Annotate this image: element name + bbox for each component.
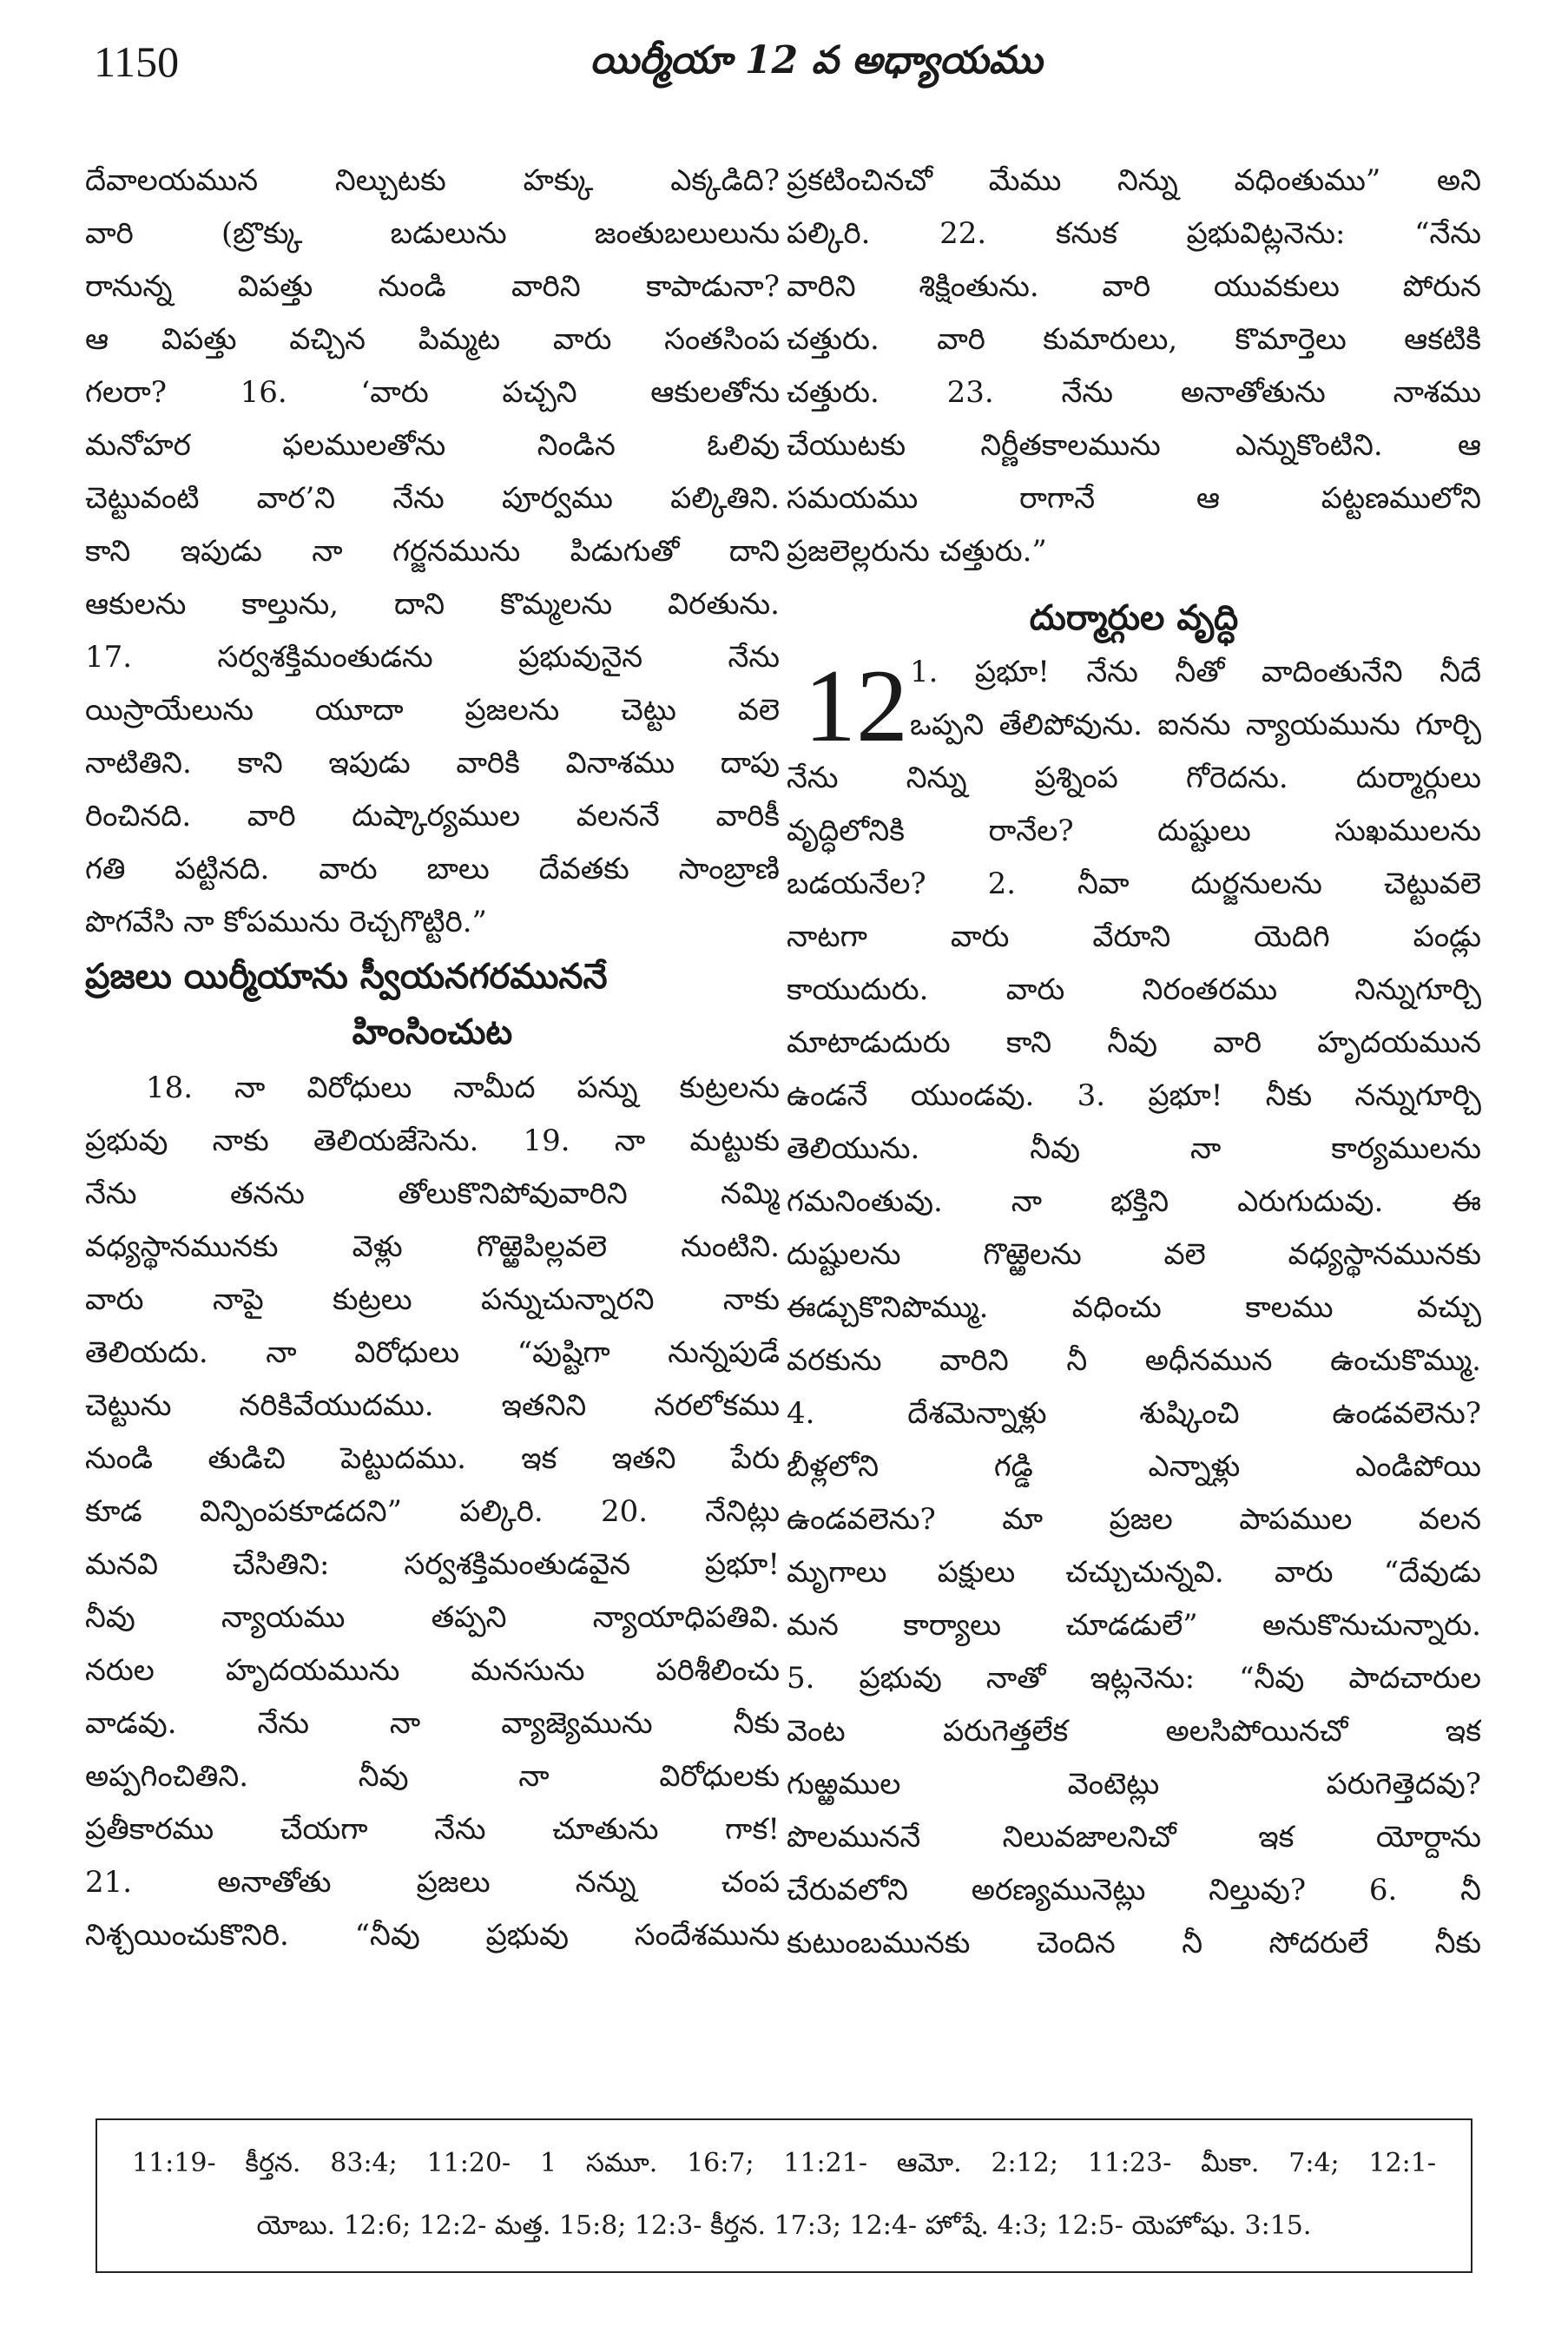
left-column [85,155,780,1962]
text-line: గుఱ్ఱముల వెంటెట్లు పరుగెత్తెదవు? [787,1767,1481,1802]
text-line: వారు నాపై కుట్రలు పన్నుచున్నారని నాకు [85,1282,780,1317]
text-line: పల్కిరి. 22. కనుక ప్రభువిట్లనెను: “నేను [787,216,1481,251]
left-text-block-2 [85,1062,780,1962]
right-text-block-1 [787,155,1481,578]
left-text-block-1 [85,155,780,949]
text-line: ప్రతీకారము చేయగా నేను చూతును గాక! [85,1812,780,1847]
text-line: యిస్రాయేలును యూదా ప్రజలను చెట్టు వలె [85,693,780,728]
text-line: తెలియదు. నా విరోధులు “పుష్టిగా నున్నపుడే [85,1335,780,1370]
text-line: 21. అనాతోతు ప్రజలు నన్ను చంప [85,1865,780,1900]
text-line: ఒప్పని తేలిపోవును. ఐనను న్యాయమును గూర్చి [910,708,1481,742]
text-line: మనోహర ఫలములతోను నిండిన ఓలివు [85,428,780,463]
text-line: కాయుదురు. వారు నిరంతరము నిన్నుగూర్చి [787,972,1481,1007]
text-line: గలరా? 16. ‘వారు పచ్చని ఆకులతోను [85,375,780,410]
chapter-number: 12 [804,648,908,763]
text-line: తెలియును. నీవు నా కార్యములను [787,1131,1481,1166]
text-line: ప్రజలెల్లరును చత్తురు.” [787,534,1047,569]
text-line: నిశ్చయించుకొనిరి. “నీవు ప్రభువు సందేశమును [85,1918,780,1953]
text-line: పొలముననే నిలువజాలనిచో ఇక యోర్దాను [787,1820,1481,1855]
text-line: కాని ఇపుడు నా గర్జనమును పిడుగుతో దాని [85,534,780,569]
text-line: వారిని శిక్షింతును. వారి యువకులు పోరున [787,269,1481,304]
text-line: చత్తురు. వారి కుమారులు, కొమార్తెలు ఆకటికి [787,322,1481,357]
text-line: 17. సర్వశక్తిమంతుడను ప్రభువునైన నేను [85,640,780,675]
text-line: 1. ప్రభూ! నేను నీతో వాదింతునేని నీదే [910,655,1481,689]
section-heading-left-1: ప్రజలు యిర్మీయాను స్వీయనగరముననే [85,956,608,997]
section-heading-left-2: హింసించుట [352,1011,513,1052]
text-line: ఆకులను కాల్తును, దాని కొమ్మలను విరతును. [85,587,780,622]
text-line: నరుల హృదయమును మనసును పరిశీలించు [85,1653,780,1688]
text-line: ఉండనే యుండవు. 3. ప్రభూ! నీకు నన్నుగూర్చి [787,1078,1481,1113]
text-line: నాటగా వారు వేరూని యెదిగి పండ్లు [787,919,1481,954]
text-line: వధ్యస్థానమునకు వెళ్లు గొఱ్ఱెపిల్లవలె నుంటిని. [85,1229,780,1264]
text-line: మాటాడుదురు కాని నీవు వారి హృదయమున [787,1025,1481,1060]
text-line: గతి పట్టినది. వారు బాలు దేవతకు సాంబ్రాణి [85,852,780,886]
right-text-block-2 [787,752,1481,1970]
text-line: రించినది. వారి దుష్కార్యముల వలననే వారికీ [85,799,780,833]
text-line: కూడ విన్పింపకూడదని” పల్కిరి. 20. నేనిట్లు [85,1494,780,1529]
text-line: ఉండవలెను? మా ప్రజల పాపముల వలన [787,1502,1481,1537]
running-title: యిర్మీయా 12 వ అధ్యాయము [590,38,1043,82]
text-line: పొగవేసి నా కోపమును రెచ్చగొట్టిరి.” [85,905,487,939]
cross-reference-box [96,2118,1472,2273]
text-line: నేను నిన్ను ప్రశ్నింప గోరెదను. దుర్మార్గులు [787,761,1481,795]
footnote-line: యోబు. 12:6; 12:2- మత్త. 15:8; 12:3- కీర్తన. 17:3; 12:4- హోషే. 4:3; 12:5- యెహోషు. 3:15. [256,2210,1312,2241]
text-line: రానున్న విపత్తు నుండి వారిని కాపాడునా? [85,269,780,304]
text-line: నుండి తుడిచి పెట్టుదము. ఇక ఇతని పేరు [85,1441,780,1476]
text-line: మన కార్యాలు చూడడులే” అనుకొనుచున్నారు. [787,1608,1481,1643]
text-line: సమయము రాగానే ఆ పట్టణములోని [787,481,1481,516]
right-column [787,155,1481,1970]
text-line: ఈడ్చుకొనిపొమ్ము. వధించు కాలము వచ్చు [787,1290,1481,1325]
text-line: మృగాలు పక్షులు చచ్చుచున్నవి. వారు “దేవుడు [787,1555,1481,1590]
text-line: వెంట పరుగెత్తలేక అలసిపోయినచో ఇక [787,1714,1481,1749]
text-line: అప్పగించితిని. నీవు నా విరోధులకు [85,1759,780,1794]
text-line: చెట్టువంటి వార’ని నేను పూర్వము పల్కితిని. [85,481,780,516]
text-line: కుటుంబమునకు చెందిన నీ సోదరులే నీకు [787,1926,1481,1960]
text-line: చెట్టును నరికివేయుదము. ఇతనిని నరలోకము [85,1388,780,1423]
text-line: ప్రభువు నాకు తెలియజేసెను. 19. నా మట్టుకు [85,1123,780,1158]
chapter-start [787,646,1481,763]
page-number: 1150 [94,37,180,86]
text-line: చేయుటకు నిర్ణీతకాలమును ఎన్నుకొంటిని. ఆ [787,428,1481,463]
text-line: నాటితిని. కాని ఇపుడు వారికి వినాశము దాపు [85,746,780,781]
text-line: వాడవు. నేను నా వ్యాజ్యెమును నీకు [85,1706,780,1741]
text-line: వరకును వారిని నీ అధీనమున ఉంచుకొమ్ము. [787,1343,1481,1378]
text-line: వారి (బ్రొక్కు బడులును జంతుబలులును [85,216,780,251]
footnote-line: 11:19- కీర్తన. 83:4; 11:20- 1 సమూ. 16:7; 11:21- ఆమో. 2:12; 11:23- మీకా. 7:4; 12:1- [132,2148,1436,2178]
text-line: బడయనేల? 2. నీవా దుర్జనులను చెట్టువలె [787,866,1481,901]
text-line: చేరువలోని అరణ్యమునెట్లు నిల్తువు? 6. నీ [787,1873,1481,1907]
text-line: ఆ విపత్తు వచ్చిన పిమ్మట వారు సంతసింప [85,322,780,357]
section-heading-right: దుర్మార్గుల వృద్ధి [1029,597,1239,638]
text-line: దుష్టులను గొఱ్ఱెలను వలె వధ్యస్థానమునకు [787,1237,1481,1272]
text-line: చత్తురు. 23. నేను అనాతోతును నాశము [787,375,1481,410]
text-line: దేవాలయమున నిల్చుటకు హక్కు ఎక్కడిది? [85,163,780,198]
text-line: నేను తనను తోలుకొనిపోవువారిని నమ్మి [85,1176,780,1211]
text-line: గమనింతువు. నా భక్తిని ఎరుగుదువు. ఈ [787,1184,1481,1219]
text-line: వృద్ధిలోనికి రానేల? దుష్టులు సుఖములను [787,814,1481,848]
text-line: 4. దేశమెన్నాళ్లు శుష్కించి ఉండవలెను? [787,1396,1481,1431]
text-line: 5. ప్రభువు నాతో ఇట్లనెను: “నీవు పాదచారుల [787,1661,1481,1696]
text-line: ప్రకటించినచో మేము నిన్ను వధింతుము” అని [787,163,1481,198]
text-line: బీళ్లలోని గడ్డి ఎన్నాళ్లు ఎండిపోయి [787,1449,1481,1484]
text-line: 18. నా విరోధులు నామీద పన్ను కుట్రలను [146,1071,780,1105]
text-line: మనవి చేసితిని: సర్వశక్తిమంతుడవైన ప్రభూ! [85,1547,780,1582]
text-line: నీవు న్యాయము తప్పని న్యాయాధిపతివి. [85,1600,780,1635]
